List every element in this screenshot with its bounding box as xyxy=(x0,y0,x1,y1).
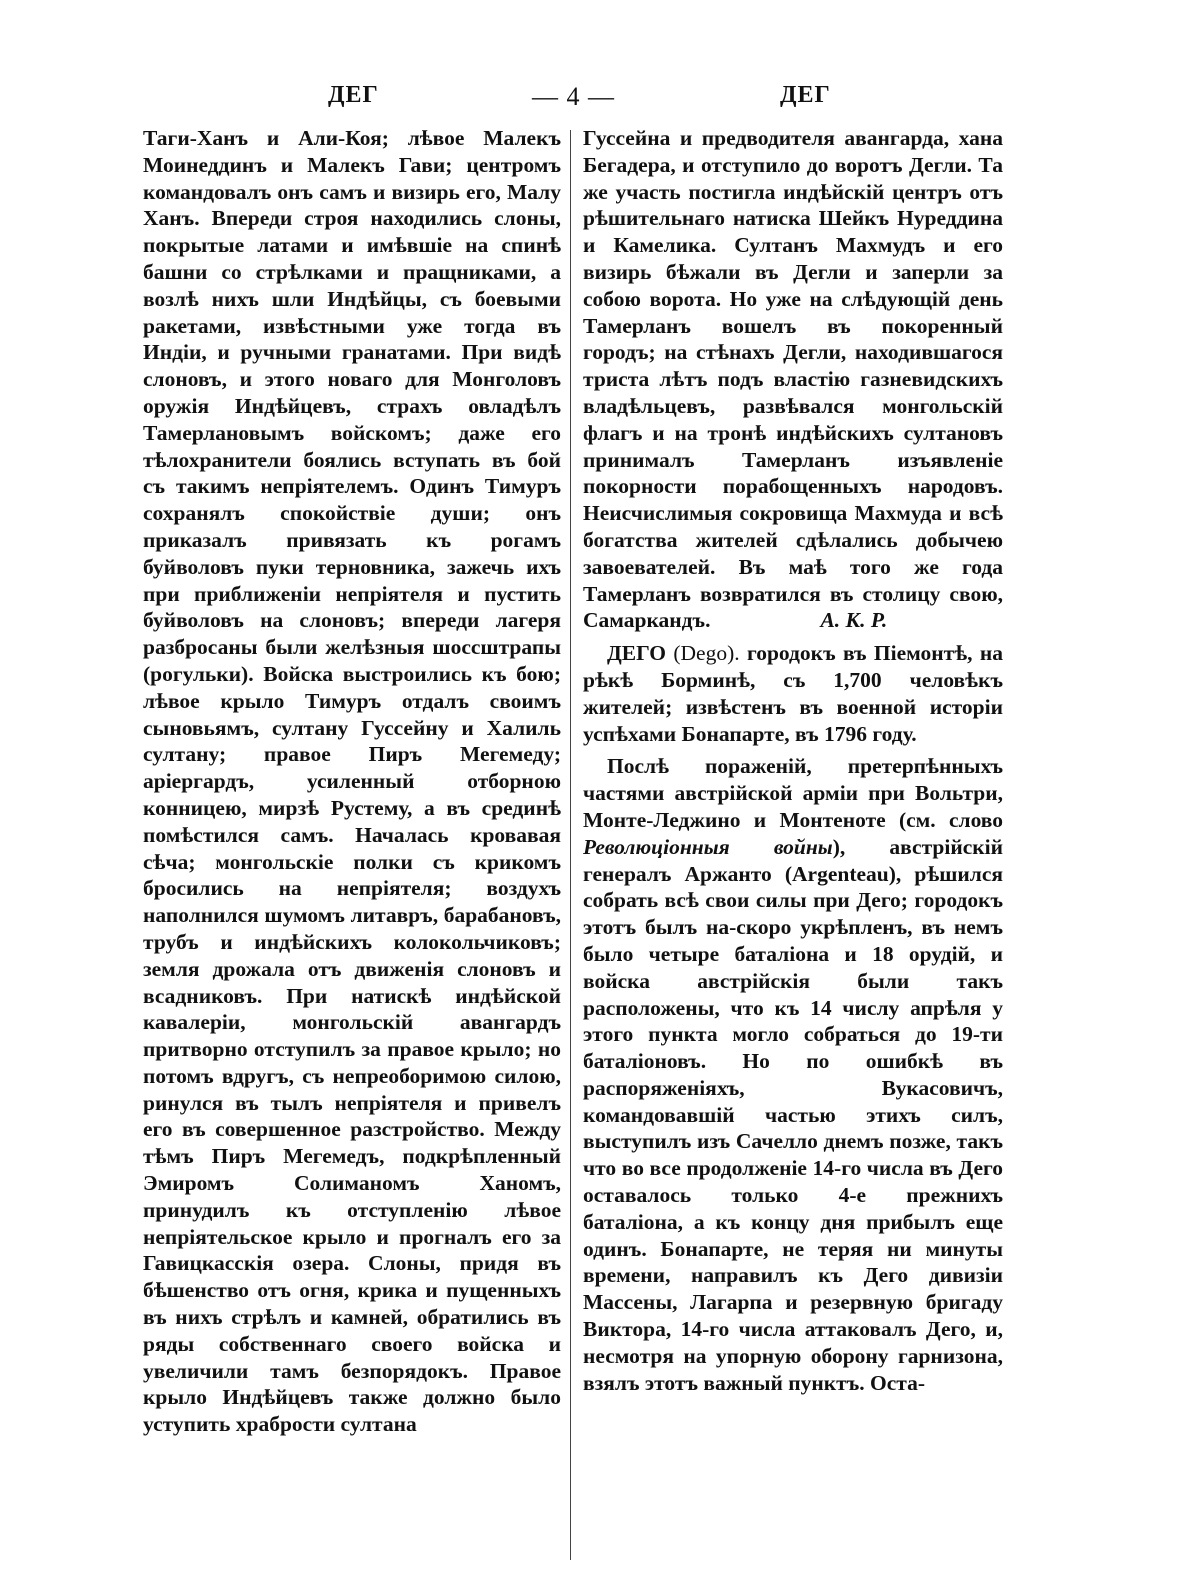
right-paragraph-3 xyxy=(583,753,1003,1396)
left-column xyxy=(143,125,561,1444)
right-column xyxy=(583,125,1003,1402)
entry-origin: (Dego). xyxy=(673,641,740,666)
page-header xyxy=(0,82,1191,122)
paragraph-3-rest: ), австрійскій генералъ Аржанто (Argenteau), рѣшился собрать всѣ свои силы при Дего; городокъ этотъ былъ на-скоро укрѣпленъ, въ немъ было четыре баталіона и 18 орудій, и войска австрійскія были такъ расположены, что къ 14 числу апрѣля у этого пункта могло собраться до 19-ти баталіоновъ. Но по ошибкѣ въ распоряженіяхъ, Вукасовичъ, командовавшій частью этихъ силъ, выступилъ изъ Сачелло днемъ позже, такъ что во все продолженіе 14-го числа въ Дего оставалось только 4-е прежнихъ баталіона, а къ концу дня прибылъ еще одинъ. Бонапарте, не теряя ни минуты времени, направилъ къ Дего дивизіи Массены, Лагарпа и резервную бригаду Виктора, 14-го числа аттаковалъ Дего, и, несмотря на упорную оборону гарнизона, взялъ этотъ важный пунктъ. Оста- xyxy=(583,834,1004,1395)
page-number: — 4 — xyxy=(532,82,615,111)
paragraph-3-start: Послѣ пораженій, претерпѣнныхъ частями австрійской арміи при Вольтри, Монте-Леджино и Монтеноте (см. слово xyxy=(583,754,1003,832)
header-right-keyword: ДЕГ xyxy=(780,82,831,108)
author-signature: А. К. Р. xyxy=(820,608,888,633)
text-columns xyxy=(143,125,1043,1565)
entry-term: ДЕГО xyxy=(607,641,666,666)
right-paragraph-1 xyxy=(583,125,1003,634)
entry-dego xyxy=(583,640,1003,747)
right-paragraph-1-text: Гуссейна и предводителя авангарда, хана Бегадера, и отступило до воротъ Дегли. Та же участь постигла индѣйскій центръ отъ рѣшительнаго натиска Шейкъ Нуреддина и Камелика. Султанъ Махмудъ и его визирь бѣжали въ Дегли и заперли за собою ворота. Но уже на слѣдующій день Тамерланъ вошелъ въ покоренный городъ; на стѣнахъ Дегли, находившагося триста лѣтъ подъ властію газневидскихъ владѣльцевъ, развѣвался монгольскій флагъ и на тронѣ индѣйскихъ султановъ принималъ Тамерланъ изъявленіе покорности порабощенныхъ народовъ. Неисчислимыя сокровища Махмуда и всѣ богатства жителей сдѣлались добычею завоевателей. Въ маѣ того же года Тамерланъ возвратился въ столицу свою, Самаркандъ. xyxy=(583,126,1003,633)
header-left-keyword: ДЕГ xyxy=(328,82,379,108)
cross-reference: Революціонныя войны xyxy=(583,834,833,859)
entry-text: городокъ въ Піемонтѣ, на рѣкѣ Борминѣ, съ 1,700 человѣкъ жителей; извѣстенъ въ военной исторіи успѣхами Бонапарте, въ 1796 году. xyxy=(583,641,1003,746)
left-column-text: Таги-Ханъ и Али-Коя; лѣвое Малекъ Моинеддинъ и Малекъ Гави; центромъ командовалъ онъ самъ и визирь его, Малу Ханъ. Впереди строя находились слоны, покрытые латами и имѣвшіе на спинѣ башни со стрѣлками и пращниками, а возлѣ нихъ шли Индѣйцы, съ боевыми ракетами, извѣстными уже тогда въ Индіи, и ручными гранатами. При видѣ слоновъ, и этого новаго для Монголовъ оружія Индѣйцевъ, страхъ овладѣлъ Тамерлановымъ войскомъ; даже его тѣлохранители боялись вступать въ бой съ такимъ непріятелемъ. Одинъ Тимуръ сохранялъ спокойствіе души; онъ приказалъ привязать къ рогамъ буйволовъ пуки терновника, зажечь ихъ при приближеніи непріятеля и пустить буйволовъ на слоновъ; впереди лагеря разбросаны были желѣзныя шоссштрапы (рогульки). Войска выстроились къ бою; лѣвое крыло Тимуръ отдалъ своимъ сыновьямъ, султану Гуссейну и Халиль султану; правое Пиръ Мегемеду; аріергардъ, усиленный отборною конницею, мирзѣ Рустему, а въ срединѣ помѣстился самъ. Началась кровавая сѣча; монгольскіе полки съ крикомъ бросились на непріятеля; воздухъ наполнился шумомъ литавръ, барабановъ, трубъ и индѣйскихъ колокольчиковъ; земля дрожала отъ движенія слоновъ и всадниковъ. При натискѣ индѣйской кавалеріи, монгольскій авангардъ притворно отступилъ за правое крыло; но потомъ вдругъ, съ непреоборимою силою, ринулся въ тылъ непріятеля и привелъ его въ совершенное разстройство. Между тѣмъ Пиръ Мегемедъ, подкрѣпленный Эмиромъ Солиманомъ Ханомъ, принудилъ къ отступленію лѣвое непріятельское крыло и прогналъ его за Гавицкасскія озера. Слоны, придя въ бѣшенство отъ огня, крика и пущенныхъ въ нихъ стрѣлъ и камней, обратились въ ряды собственнаго своего войска и увеличили тамъ безпорядокъ. Правое крыло Индѣйцевъ также должно было уступить храбрости султана xyxy=(143,126,561,1437)
